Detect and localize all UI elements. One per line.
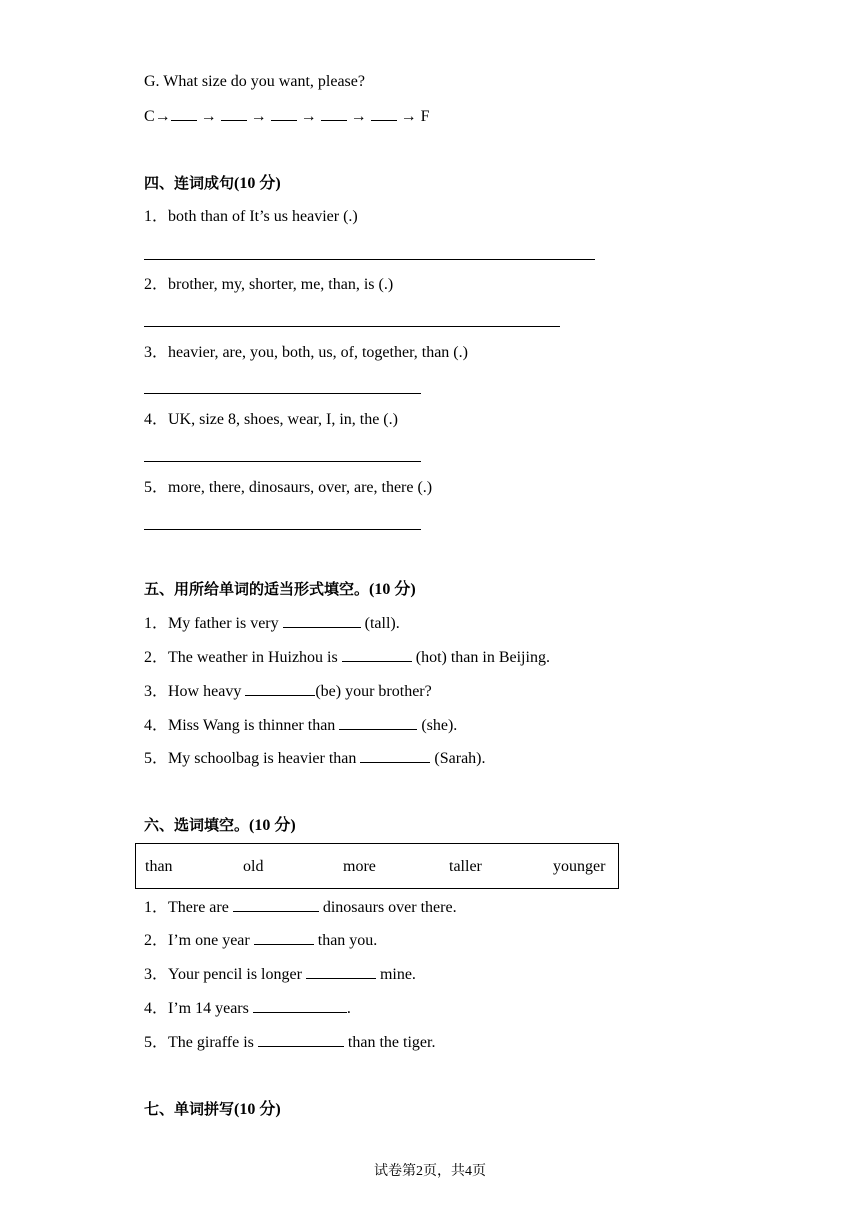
sequence-arrow: → — [246, 108, 271, 125]
section4-heading-score: (10 分) — [234, 175, 281, 192]
item-text-before: 3．Your pencil is longer — [144, 966, 306, 983]
section4-answer-line[interactable] — [144, 393, 421, 394]
item-text-before: 1．My father is very — [144, 615, 283, 632]
sequence-blank[interactable] — [271, 106, 297, 121]
section7-heading-score: (10 分) — [234, 1101, 281, 1118]
item-text-after: than the tiger. — [343, 1034, 436, 1051]
section6-item — [144, 930, 377, 951]
answer-sequence — [144, 106, 430, 127]
fill-blank[interactable] — [306, 964, 376, 979]
section5-heading — [144, 579, 416, 600]
sequence-arrow: → — [296, 108, 321, 125]
page-footer — [0, 1160, 860, 1180]
item-text-before: 2．I’m one year — [144, 932, 254, 949]
section4-answer-line[interactable] — [144, 529, 421, 530]
fill-blank[interactable] — [233, 897, 319, 912]
section6-item — [144, 897, 457, 918]
sequence-blank[interactable] — [371, 106, 397, 121]
option-g: G. What size do you want, please? — [144, 73, 365, 90]
section6-item — [144, 1032, 435, 1053]
section4-answer-line[interactable] — [144, 461, 421, 462]
sequence-blank[interactable] — [321, 106, 347, 121]
section6-item — [144, 998, 351, 1019]
section4-item: 5．more, there, dinosaurs, over, are, there (.) — [144, 479, 433, 496]
section4-answer-line[interactable] — [144, 326, 560, 327]
fill-blank[interactable] — [253, 998, 347, 1013]
sequence-blank[interactable] — [171, 106, 197, 121]
item-text-after: (be) your brother? — [315, 683, 432, 700]
item-text-after: . — [346, 1000, 351, 1017]
item-text-after: dinosaurs over there. — [318, 899, 457, 916]
section6-item — [144, 964, 416, 985]
item-text-before: 1．There are — [144, 899, 233, 916]
section6-heading-score: (10 分) — [249, 817, 296, 834]
footer-middle: 页，共 — [423, 1163, 465, 1179]
footer-total-pages: 4 — [465, 1164, 472, 1179]
section4-item: 2．brother, my, shorter, me, than, is (.) — [144, 276, 394, 293]
section4-heading-title: 四、连词成句 — [144, 174, 235, 192]
footer-prefix: 试卷第 — [374, 1163, 416, 1179]
item-text-after: mine. — [375, 966, 416, 983]
sequence-arrow: → — [196, 108, 221, 125]
item-text-after: (tall). — [360, 615, 400, 632]
footer-suffix: 页 — [472, 1163, 486, 1179]
item-text-before: 5．The giraffe is — [144, 1034, 258, 1051]
item-text-before: 4．Miss Wang is thinner than — [144, 717, 340, 734]
word-bank-word: younger — [553, 858, 606, 875]
section4-answer-line[interactable] — [144, 259, 595, 260]
word-bank-box — [135, 843, 619, 889]
word-bank-word: old — [243, 858, 264, 875]
section5-heading-score: (10 分) — [369, 581, 416, 598]
section4-item: 4．UK, size 8, shoes, wear, I, in, the (.) — [144, 411, 398, 428]
sequence-end: → F — [396, 108, 430, 125]
item-text-before: 2．The weather in Huizhou is — [144, 649, 342, 666]
word-bank-word: taller — [449, 858, 482, 875]
item-text-after: (hot) than in Beijing. — [411, 649, 550, 666]
sequence-start: C→ — [144, 108, 171, 125]
fill-blank[interactable] — [245, 681, 315, 696]
item-text-before: 3．How heavy — [144, 683, 246, 700]
section4-item: 3．heavier, are, you, both, us, of, together, than (.) — [144, 344, 468, 361]
section5-heading-title: 五、用所给单词的适当形式填空。 — [144, 580, 370, 598]
word-bank-word: more — [343, 858, 376, 875]
section5-item — [144, 748, 486, 769]
section5-item — [144, 613, 400, 634]
item-text-before: 4．I’m 14 years — [144, 1000, 253, 1017]
sequence-blank[interactable] — [221, 106, 247, 121]
footer-page-number: 2 — [416, 1164, 423, 1179]
item-text-after: (Sarah). — [430, 750, 486, 767]
section6-heading — [144, 815, 296, 836]
section5-item — [144, 647, 550, 668]
fill-blank[interactable] — [283, 613, 361, 628]
section7-heading-title: 七、单词拼写 — [144, 1100, 235, 1118]
fill-blank[interactable] — [360, 748, 430, 763]
fill-blank[interactable] — [254, 930, 314, 945]
word-bank-word: than — [145, 858, 173, 875]
sequence-arrow: → — [346, 108, 371, 125]
section5-item — [144, 715, 457, 736]
fill-blank[interactable] — [342, 647, 412, 662]
section7-heading — [144, 1099, 281, 1120]
item-text-after: (she). — [417, 717, 458, 734]
fill-blank[interactable] — [258, 1032, 344, 1047]
item-text-before: 5．My schoolbag is heavier than — [144, 750, 361, 767]
section4-item: 1．both than of It’s us heavier (.) — [144, 208, 358, 225]
fill-blank[interactable] — [339, 715, 417, 730]
section4-heading — [144, 173, 281, 194]
section6-heading-title: 六、选词填空。 — [144, 816, 250, 834]
item-text-after: than you. — [313, 932, 378, 949]
section5-item — [144, 681, 432, 702]
